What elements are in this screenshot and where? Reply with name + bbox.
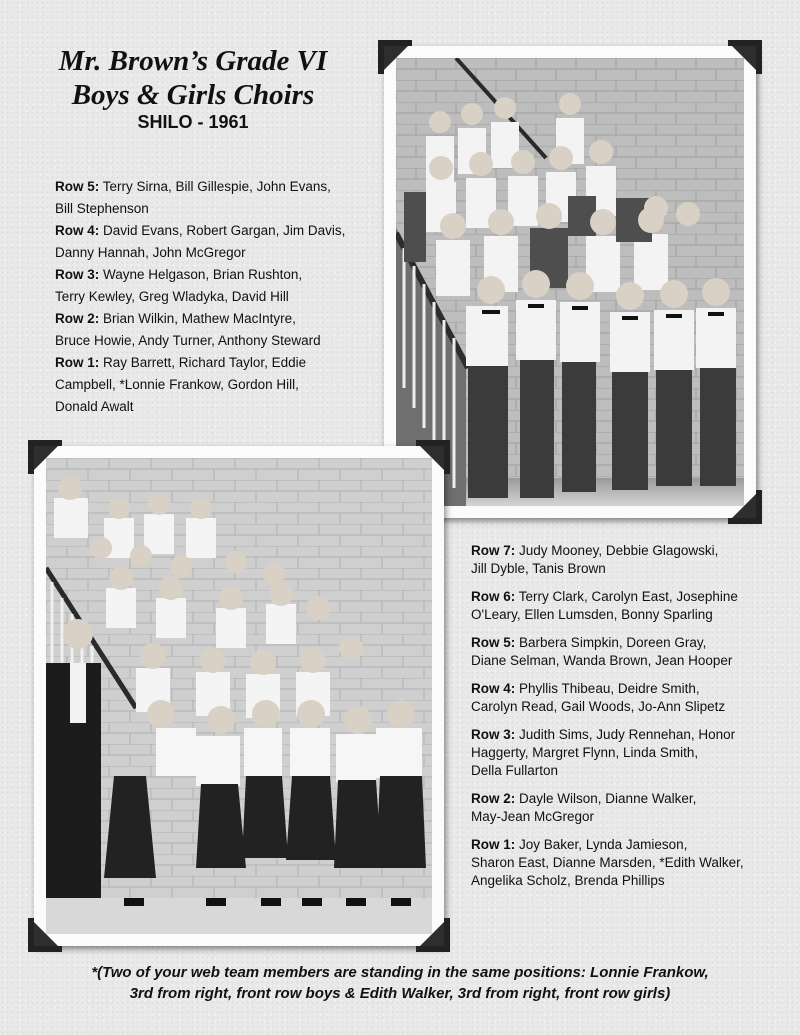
boys-choir-photo-illustration [396,58,744,506]
title-line-2: Boys & Girls Choirs [71,79,315,111]
girls-choir-photo [46,458,432,934]
row-names: Barbera Simpkin, Doreen Gray, [519,635,707,650]
row-names: Phyllis Thibeau, Deidre Smith, [519,681,700,696]
row-names: Haggerty, Margret Flynn, Linda Smith, [471,745,699,760]
row-names: Dayle Wilson, Dianne Walker, [519,791,697,806]
row-names: Terry Clark, Carolyn East, Josephine [518,589,738,604]
row-label: Row 5: [471,635,516,650]
boys-row-5 [55,176,365,220]
page-subtitle: SHILO - 1961 [137,112,249,132]
photo-corner-icon [416,918,450,952]
row-label: Row 6: [471,589,516,604]
footnote-line-1: *(Two of your web team members are standing in the same positions: Lonnie Frankow, [91,964,709,981]
row-names: Jill Dyble, Tanis Brown [471,561,606,576]
row-label: Row 2: [471,791,516,806]
row-names: Angelika Scholz, Brenda Phillips [471,873,665,888]
row-label: Row 5: [55,179,100,194]
photo-corner-icon [728,490,762,524]
girls-row-7 [471,542,771,578]
row-names: Della Fullarton [471,763,559,778]
row-label: Row 1: [55,355,100,370]
girls-row-4 [471,680,771,716]
title-line-1: Mr. Brown’s Grade VI [58,45,328,77]
boys-row-3 [55,264,365,308]
photo-corner-icon [728,40,762,74]
row-names: Terry Sirna, Bill Gillespie, John Evans, [102,179,331,194]
row-names: Joy Baker, Lynda Jamieson, [519,837,688,852]
boys-row-4 [55,220,365,264]
row-names: Bill Stephenson [55,201,149,216]
row-label: Row 3: [55,267,100,282]
footnote [40,962,760,1004]
girls-row-2 [471,790,771,826]
row-label: Row 4: [471,681,516,696]
row-label: Row 1: [471,837,516,852]
row-names: David Evans, Robert Gargan, Jim Davis, [103,223,346,238]
girls-roster [471,542,771,900]
row-names: Judy Mooney, Debbie Glagowski, [519,543,719,558]
boys-row-2 [55,308,365,352]
row-names: O'Leary, Ellen Lumsden, Bonny Sparling [471,607,713,622]
row-names: Sharon East, Dianne Marsden, *Edith Walker, [471,855,744,870]
girls-choir-photo-illustration [46,458,432,934]
photo-corner-icon [28,918,62,952]
row-names: Carolyn Read, Gail Woods, Jo-Ann Slipetz [471,699,726,714]
photo-corner-icon [378,40,412,74]
row-names: Wayne Helgason, Brian Rushton, [103,267,303,282]
row-names: Danny Hannah, John McGregor [55,245,246,260]
row-label: Row 7: [471,543,516,558]
row-label: Row 3: [471,727,516,742]
photo-corner-icon [416,440,450,474]
girls-row-6 [471,588,771,624]
row-names: Ray Barrett, Richard Taylor, Eddie [103,355,307,370]
page-title [28,44,358,112]
girls-choir-photo-frame [34,446,444,946]
footnote-line-2: 3rd from right, front row boys & Edith Walker, 3rd from right, front row girls) [129,985,671,1002]
boys-choir-photo [396,58,744,506]
row-names: Terry Kewley, Greg Wladyka, David Hill [55,289,289,304]
row-names: Brian Wilkin, Mathew MacIntyre, [103,311,296,326]
girls-row-3 [471,726,771,780]
row-label: Row 4: [55,223,100,238]
boys-row-1 [55,352,365,418]
row-names: Donald Awalt [55,399,134,414]
boys-roster [55,176,365,418]
row-names: Diane Selman, Wanda Brown, Jean Hooper [471,653,733,668]
row-names: Judith Sims, Judy Rennehan, Honor [519,727,736,742]
row-names: Campbell, *Lonnie Frankow, Gordon Hill, [55,377,299,392]
girls-row-1 [471,836,771,890]
row-label: Row 2: [55,311,100,326]
row-names: May-Jean McGregor [471,809,595,824]
row-names: Bruce Howie, Andy Turner, Anthony Steward [55,333,321,348]
girls-row-5 [471,634,771,670]
photo-corner-icon [28,440,62,474]
